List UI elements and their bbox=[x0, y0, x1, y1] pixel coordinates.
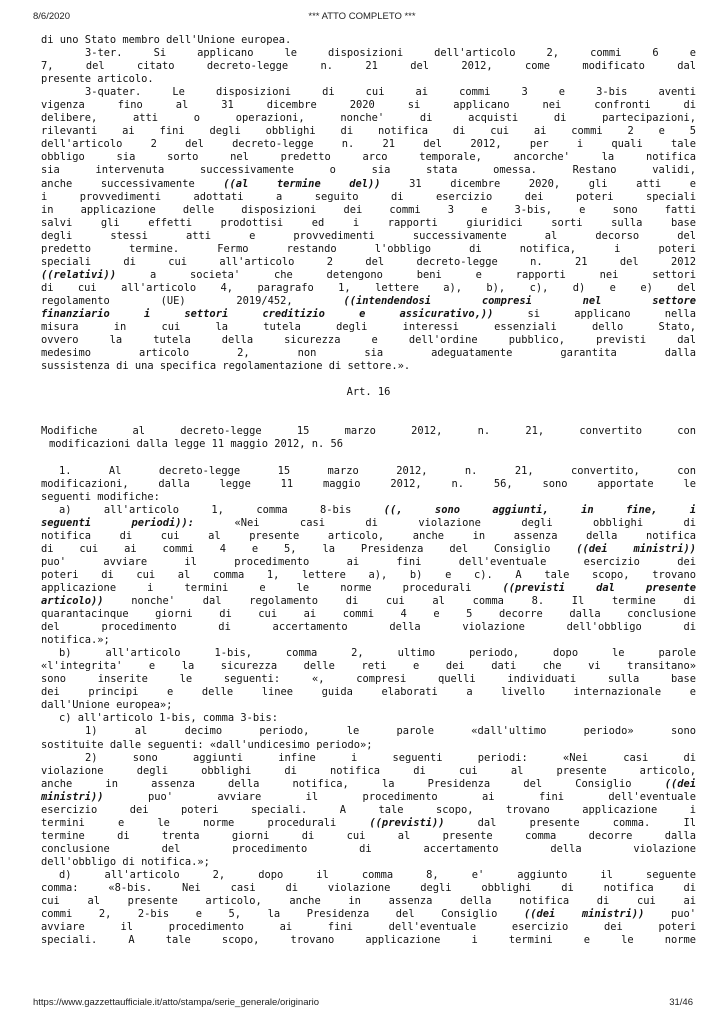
text-line bbox=[41, 34, 696, 47]
amendment-text: ((dei ministri)) bbox=[576, 542, 696, 555]
line-text: in applicazione delle disposizioni dei commi 3 e 3-bis, e sono fatti bbox=[41, 203, 696, 216]
text-line bbox=[41, 347, 696, 360]
line-text: modificazioni dalla legge 11 maggio 2012, n. 56 bbox=[49, 438, 344, 451]
line-text: misura in cui la tutela degli interessi essenziali dello Stato, bbox=[41, 321, 696, 334]
line-text: 1. Al decreto-legge 15 marzo 2012, n. 21, convertito, con bbox=[59, 464, 696, 477]
text-line bbox=[41, 686, 696, 699]
text-line bbox=[41, 282, 696, 295]
line-text: rilevanti ai fini degli obblighi di notifica di cui ai commi 2 e 5 bbox=[41, 125, 696, 138]
blank-line bbox=[41, 373, 696, 386]
line-text: ovvero la tutela della sicurezza e dell'ordine pubblico, previsti dal bbox=[41, 334, 696, 347]
line-text: dei principi e delle linee guida elaborati a livello internazionale e bbox=[41, 686, 696, 699]
text-line bbox=[41, 543, 696, 556]
text-line bbox=[41, 817, 696, 830]
text-line bbox=[41, 634, 696, 647]
text-line bbox=[41, 478, 696, 491]
text-line bbox=[41, 491, 696, 504]
line-text: di cui all'articolo 4, paragrafo 1, lettere a), b), c), d) e e) del bbox=[41, 281, 696, 294]
line-text: anche successivamente bbox=[41, 177, 195, 190]
text-line bbox=[41, 556, 696, 569]
text-line bbox=[41, 191, 696, 204]
line-text: presente articolo. bbox=[41, 73, 154, 86]
blank-line bbox=[41, 412, 696, 425]
line-text: sussistenza di una specifica regolamentazione di settore.». bbox=[41, 360, 411, 373]
line-text: medesimo articolo 2, non sia adeguatamente garantita dalla bbox=[41, 347, 696, 360]
line-text: puo' avviare il procedimento ai fini dell'eventuale esercizio dei bbox=[41, 555, 696, 568]
document-body bbox=[41, 34, 696, 947]
text-line bbox=[41, 595, 696, 608]
line-text: regolamento (UE) 2019/452, bbox=[41, 294, 293, 307]
text-line bbox=[41, 778, 696, 791]
text-line bbox=[41, 151, 696, 164]
line-text: d) all'articolo 2, dopo il comma 8, e' aggiunto il seguente bbox=[59, 869, 696, 881]
amendment-text: ((, sono aggiunti, in fine, i bbox=[383, 503, 696, 516]
line-text: applicazione i termini e le norme procedurali bbox=[41, 581, 472, 594]
page-number: 31/46 bbox=[669, 997, 693, 1008]
line-text: avviare il procedimento ai fini dell'eventuale esercizio dei poteri bbox=[41, 921, 696, 934]
line-text: 3-ter. Si applicano le disposizioni dell'articolo 2, commi 6 e bbox=[85, 47, 696, 60]
text-line bbox=[41, 321, 696, 334]
amendment-text: ministri)) bbox=[41, 790, 104, 803]
text-line bbox=[41, 582, 696, 595]
text-line bbox=[41, 908, 696, 921]
text-line bbox=[41, 504, 696, 517]
text-line bbox=[41, 830, 696, 843]
text-line bbox=[41, 791, 696, 804]
text-line bbox=[41, 517, 696, 530]
text-line bbox=[41, 882, 696, 895]
text-line bbox=[41, 164, 696, 177]
text-line bbox=[41, 804, 696, 817]
line-text: dell'articolo 2 del decreto-legge n. 21 del 2012, per i quali tale bbox=[41, 138, 696, 151]
text-line bbox=[41, 60, 696, 73]
line-text: di cui ai commi 4 e 5, la Presidenza del Consiglio bbox=[41, 542, 551, 555]
text-line bbox=[41, 569, 696, 582]
text-line bbox=[41, 217, 696, 230]
line-text: b) all'articolo 1-bis, comma 2, ultimo periodo, dopo le parole bbox=[59, 647, 696, 660]
text-line bbox=[41, 673, 696, 686]
blank-line bbox=[41, 452, 696, 465]
text-line bbox=[41, 438, 696, 451]
line-text: conclusione del procedimento di accertamento della violazione bbox=[41, 842, 696, 855]
text-line bbox=[41, 243, 696, 256]
text-line bbox=[41, 660, 696, 673]
line-text: obbligo sia sorto nel predetto arco temporale, ancorche' la notifica bbox=[41, 151, 696, 164]
print-date: 8/6/2020 bbox=[33, 11, 70, 22]
header-title: *** ATTO COMPLETO *** bbox=[308, 11, 416, 22]
line-text: speciali. A tale scopo, trovano applicazione i termini e le norme bbox=[41, 934, 696, 947]
amendment-text: ((previsti dal presente bbox=[502, 581, 696, 594]
text-line bbox=[41, 725, 696, 738]
line-text: 31 dicembre 2020, gli atti e bbox=[409, 177, 696, 190]
text-line bbox=[41, 112, 696, 125]
text-line bbox=[41, 465, 696, 478]
line-text: 7, del citato decreto-legge n. 21 del 2012, come modificato dal bbox=[41, 60, 696, 73]
line-text: sostituite dalle seguenti: «dall'undicesimo periodo»; bbox=[41, 738, 373, 751]
line-text: del procedimento di accertamento della violazione dell'obbligo di bbox=[41, 621, 696, 634]
text-line bbox=[41, 47, 696, 60]
text-line bbox=[41, 360, 696, 373]
text-line bbox=[41, 308, 696, 321]
amendment-text: ((dei ministri)) bbox=[524, 908, 645, 921]
text-line bbox=[41, 138, 696, 151]
line-text: a societa' che detengono beni e rapporti nei settori bbox=[149, 268, 696, 281]
line-text: 3-quater. Le disposizioni di cui ai commi 3 e 3-bis aventi bbox=[85, 86, 696, 99]
line-text: nonche' dal regolamento di cui al comma 8. Il termine di bbox=[131, 595, 696, 608]
text-line bbox=[41, 621, 696, 634]
line-text: puo' bbox=[670, 908, 696, 921]
line-text: comma: «8-bis. Nei casi di violazione degli obblighi di notifica di bbox=[41, 882, 696, 895]
line-text: dall'Unione europea»; bbox=[41, 699, 173, 712]
text-line bbox=[41, 530, 696, 543]
text-line bbox=[41, 256, 696, 269]
line-text: esercizio dei poteri speciali. A tale scopo, trovano applicazione i bbox=[41, 803, 696, 816]
amendment-text: ((intendendosi compresi nel settore bbox=[343, 294, 696, 307]
text-line bbox=[41, 73, 696, 86]
amendment-text: ((previsti)) bbox=[369, 816, 445, 829]
line-text: a) all'articolo 1, comma 8-bis bbox=[59, 503, 352, 516]
text-line bbox=[41, 230, 696, 243]
line-text: modificazioni, dalla legge 11 maggio 2012, n. 56, sono apportate le bbox=[41, 477, 696, 490]
text-line bbox=[41, 752, 696, 765]
line-text: salvi gli effetti prodottisi ed i rapporti giuridici sorti sulla base bbox=[41, 216, 696, 229]
text-line bbox=[41, 269, 696, 282]
text-line bbox=[41, 895, 696, 908]
text-line bbox=[41, 843, 696, 856]
amendment-text: ((al termine del)) bbox=[223, 177, 381, 190]
line-text: commi 2, 2-bis e 5, la Presidenza del Consiglio bbox=[41, 908, 498, 921]
amendment-text: finanziario i settori creditizio e assicurativo,)) bbox=[41, 307, 494, 320]
line-text: delibere, atti o operazioni, nonche' di acquisti di partecipazioni, bbox=[41, 112, 696, 125]
text-line bbox=[41, 856, 696, 869]
text-line bbox=[41, 739, 696, 752]
line-text: 2) sono aggiunti infine i seguenti periodi: «Nei casi di bbox=[85, 751, 696, 764]
amendment-text: seguenti periodi)): bbox=[41, 516, 195, 529]
line-text: termine di trenta giorni di cui al presente comma decorre dalla bbox=[41, 829, 696, 842]
line-text: c) all'articolo 1-bis, comma 3-bis: bbox=[59, 712, 278, 725]
line-text: degli stessi atti e provvedimenti successivamente al decorso del bbox=[41, 229, 696, 242]
line-text: notifica.»; bbox=[41, 634, 110, 647]
blank-line bbox=[41, 399, 696, 412]
line-text: speciali di cui all'articolo 2 del decreto-legge n. 21 del 2012 bbox=[41, 255, 696, 268]
line-text: violazione degli obblighi di notifica di cui al presente articolo, bbox=[41, 764, 696, 777]
line-text: di uno Stato membro dell'Unione europea. bbox=[41, 34, 292, 46]
line-text: cui al presente articolo, anche in assenza della notifica di cui ai bbox=[41, 895, 696, 908]
text-line bbox=[41, 869, 696, 882]
line-text: quarantacinque giorni di cui ai commi 4 e 5 decorre dalla conclusione bbox=[41, 608, 696, 621]
text-line bbox=[41, 608, 696, 621]
text-line bbox=[41, 204, 696, 217]
line-text: «l'integrita' e la sicurezza delle reti e dei dati che vi transitano» bbox=[41, 660, 696, 673]
line-text: puo' avviare il procedimento ai fini dell'eventuale bbox=[147, 790, 696, 803]
text-line bbox=[41, 86, 696, 99]
text-line bbox=[41, 99, 696, 112]
amendment-text: ((relativi)) bbox=[41, 268, 117, 281]
text-line bbox=[41, 425, 696, 438]
text-line bbox=[41, 125, 696, 138]
text-line bbox=[41, 921, 696, 934]
line-text: dal presente comma. Il bbox=[477, 816, 696, 829]
line-text: termini e le norme procedurali bbox=[41, 816, 337, 829]
line-text: si applicano nella bbox=[527, 307, 696, 320]
line-text: notifica di cui al presente articolo, anche in assenza della notifica bbox=[41, 529, 696, 542]
text-line bbox=[41, 699, 696, 712]
line-text: dell'obbligo di notifica.»; bbox=[41, 855, 210, 868]
text-line bbox=[41, 334, 696, 347]
text-line bbox=[41, 765, 696, 778]
line-text: sia intervenuta successivamente o sia stata omessa. Restano validi, bbox=[41, 164, 696, 177]
line-text: anche in assenza della notifica, la Presidenza del Consiglio bbox=[41, 777, 632, 790]
line-text: vigenza fino al 31 dicembre 2020 si applicano nei confronti di bbox=[41, 99, 696, 112]
text-line bbox=[41, 712, 696, 725]
line-text: predetto termine. Fermo restando l'obbligo di notifica, i poteri bbox=[41, 242, 696, 255]
amendment-text: articolo)) bbox=[41, 595, 104, 608]
text-line bbox=[41, 647, 696, 660]
line-text: «Nei casi di violazione degli obblighi di bbox=[234, 516, 697, 529]
line-text: 1) al decimo periodo, le parole «dall'ultimo periodo» sono bbox=[85, 725, 696, 738]
text-line bbox=[41, 295, 696, 308]
source-url[interactable]: https://www.gazzettaufficiale.it/atto/stampa/serie_generale/originario bbox=[33, 997, 320, 1008]
amendment-text: ((dei bbox=[664, 777, 697, 790]
text-line bbox=[41, 934, 696, 947]
line-text: sono inserite le seguenti: «, compresi quelli individuati sulla base bbox=[41, 673, 696, 686]
line-text: Modifiche al decreto-legge 15 marzo 2012, n. 21, convertito con bbox=[41, 425, 696, 438]
line-text: i provvedimenti adottati a seguito di esercizio dei poteri speciali bbox=[41, 190, 696, 203]
line-text: seguenti modifiche: bbox=[41, 490, 160, 503]
text-line bbox=[41, 178, 696, 191]
line-text: Art. 16 bbox=[346, 386, 391, 399]
line-text: poteri di cui al comma 1, lettere a), b) e c). A tale scopo, trovano bbox=[41, 568, 696, 581]
article-heading bbox=[41, 386, 696, 399]
